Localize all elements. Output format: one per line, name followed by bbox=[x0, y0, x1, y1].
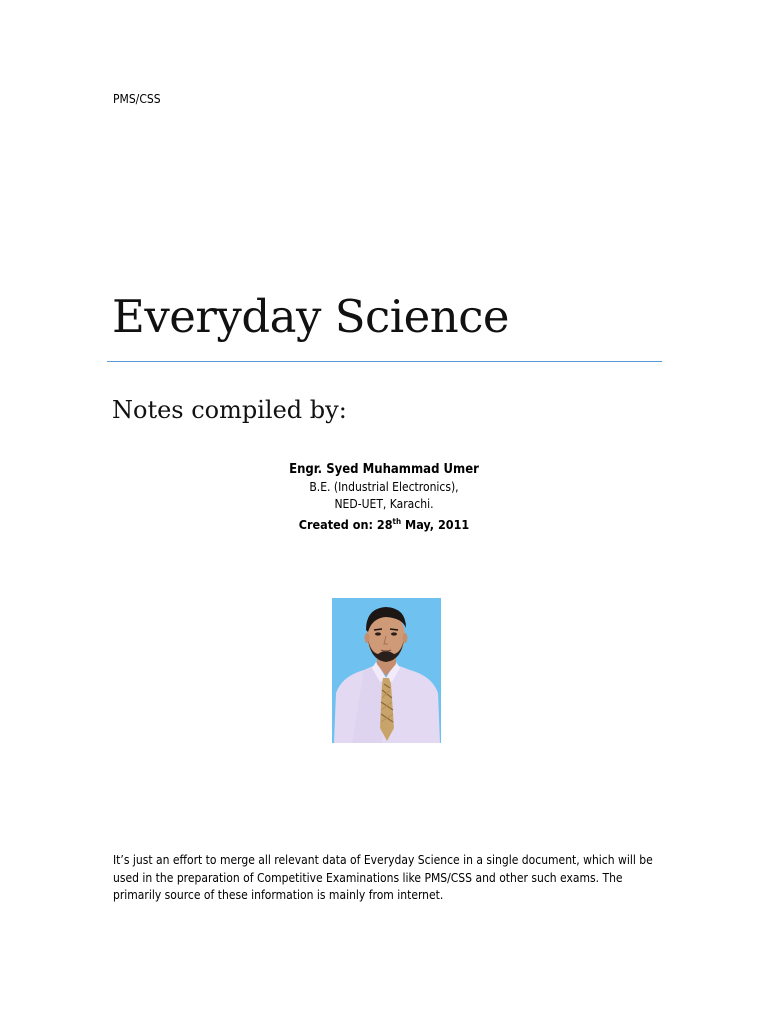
created-date-sup: th bbox=[392, 516, 402, 526]
author-degree: B.E. (Industrial Electronics), bbox=[309, 480, 459, 494]
created-date-suffix: May, 2011 bbox=[401, 517, 470, 532]
created-date-prefix: Created on: 28 bbox=[298, 517, 393, 532]
title-divider bbox=[107, 361, 662, 362]
intro-paragraph: It’s just an effort to merge all relevant data of Everyday Science in a single document, which will be used in the preparation of Competitive Examinations like PMS/CSS and other such exams. The primarily source of these information is mainly from internet. bbox=[113, 853, 653, 902]
header-label: PMS/CSS bbox=[113, 92, 161, 106]
author-block bbox=[234, 461, 534, 534]
document-subtitle: Notes compiled by: bbox=[112, 396, 347, 424]
author-portrait-illustration bbox=[332, 598, 441, 743]
created-date bbox=[234, 516, 534, 534]
author-photo bbox=[332, 598, 441, 743]
document-title: Everyday Science bbox=[112, 290, 510, 343]
author-institution: NED-UET, Karachi. bbox=[334, 497, 434, 511]
author-name: Engr. Syed Muhammad Umer bbox=[289, 462, 479, 477]
